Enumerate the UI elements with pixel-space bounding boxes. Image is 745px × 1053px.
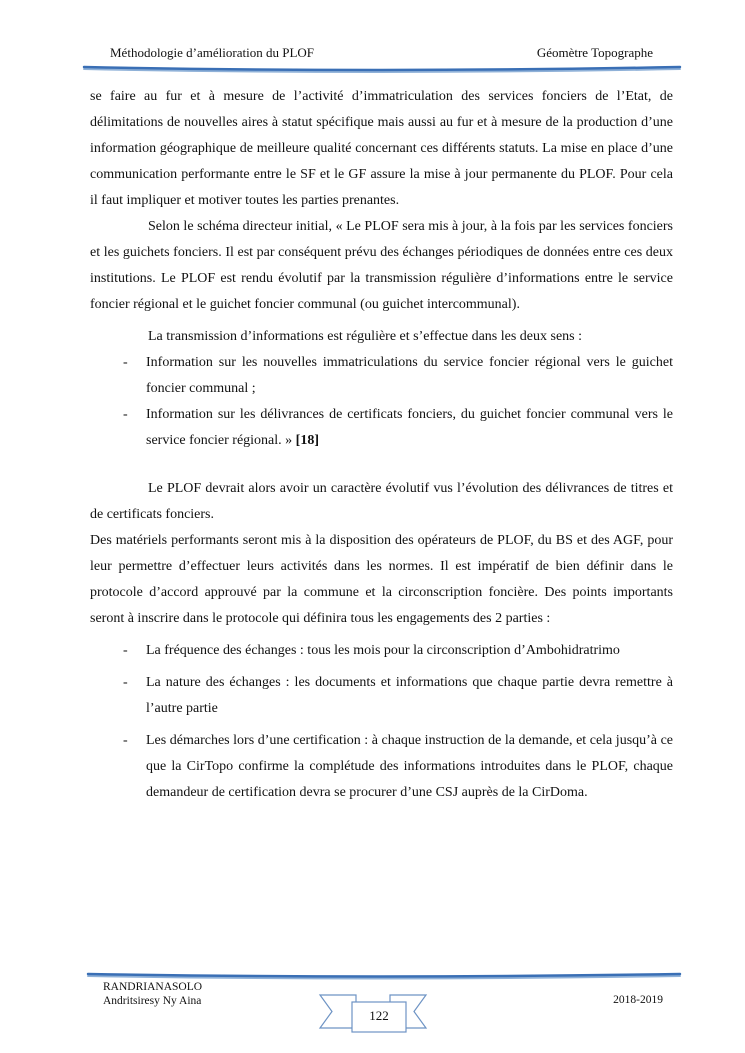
paragraph-3: La transmission d’informations est régulière et s’effectue dans les deux sens :	[148, 329, 583, 344]
paragraph-5: Des matériels performants seront mis à la disposition des opérateurs de PLOF, du BS et des AGF, pour leur permettre d’effectuer leurs activités dans les normes. Il est impératif de bien définir dans le protocole d’accord approuvé par la commune et la circonscription foncière. Des points importants seront à inscrire dans le protocole qui définira tous les engagements des 2 parties :	[90, 533, 673, 626]
dash-bullet: -	[123, 355, 128, 370]
header-discipline: Géomètre Topographe	[536, 45, 653, 60]
paragraph-4: Le PLOF devrait alors avoir un caractère évolutif vus l’évolution des délivrances de titres et de certificats fonciers.	[90, 481, 673, 522]
list-item	[90, 638, 673, 664]
list-item-text: La nature des échanges : les documents et informations que chaque partie devra remettre à l’autre partie	[146, 675, 673, 716]
protocol-points-list	[90, 638, 673, 806]
exchange-list	[90, 350, 673, 454]
list-item-text: Les démarches lors d’une certification : à chaque instruction de la demande, et cela jusqu’à ce que la CirTopo confirme la complétude des informations introduites dans le PLOF, chaque demandeur de certification devra se procurer d’une CSJ auprès de la CirDoma.	[146, 733, 673, 800]
ribbon-left-tail	[320, 995, 356, 1028]
list-item	[90, 350, 673, 402]
author-surname: RANDRIANASOLO	[103, 981, 203, 993]
header-document-title: Méthodologie d’amélioration du PLOF	[110, 45, 315, 60]
footer-rule-line	[88, 974, 680, 977]
paragraph-1: se faire au fur et à mesure de l’activité d’immatriculation des services fonciers de l’Etat, de délimitations de nouvelles aires à statut spécifique mais aussi au fur et à mesure de la production d’une information géographique de meilleure qualité concernant ces différents statuts. La mise en place d’une communication performante entre le SF et le GF assure la mise à jour permanente du PLOF. Pour cela il faut impliquer et motiver toutes les parties prenantes.	[90, 89, 673, 208]
page-number: 122	[369, 1008, 389, 1023]
author-given-names: Andritsiresy Ny Aina	[103, 995, 202, 1007]
list-item	[90, 670, 673, 722]
page-body	[90, 84, 673, 812]
dash-bullet: -	[123, 733, 128, 748]
dash-bullet: -	[123, 675, 128, 690]
dash-bullet: -	[123, 407, 128, 422]
footer-author	[103, 980, 202, 1008]
list-item-text: Information sur les délivrances de certificats fonciers, du guichet foncier communal vers le service foncier régional. »	[146, 407, 673, 448]
paragraph-2: Selon le schéma directeur initial, « Le PLOF sera mis à jour, à la fois par les services fonciers et les guichets fonciers. Il est par conséquent prévu des échanges périodiques de données entre ces deux institutions. Le PLOF est rendu évolutif par la transmission régulière d’informations entre le service foncier régional et le guichet foncier communal (ou guichet intercommunal).	[90, 219, 673, 312]
dash-bullet: -	[123, 643, 128, 658]
list-item-text: Information sur les nouvelles immatriculations du service foncier régional vers le guichet foncier communal ;	[146, 355, 673, 396]
list-item	[90, 402, 673, 454]
header-rule	[0, 62, 745, 74]
academic-year: 2018-2019	[613, 994, 663, 1006]
list-item	[90, 728, 673, 806]
citation-reference: [18]	[295, 433, 319, 448]
header-rule-line	[84, 67, 680, 70]
list-item-text: La fréquence des échanges : tous les mois pour la circonscription d’Ambohidratrimo	[146, 643, 620, 658]
